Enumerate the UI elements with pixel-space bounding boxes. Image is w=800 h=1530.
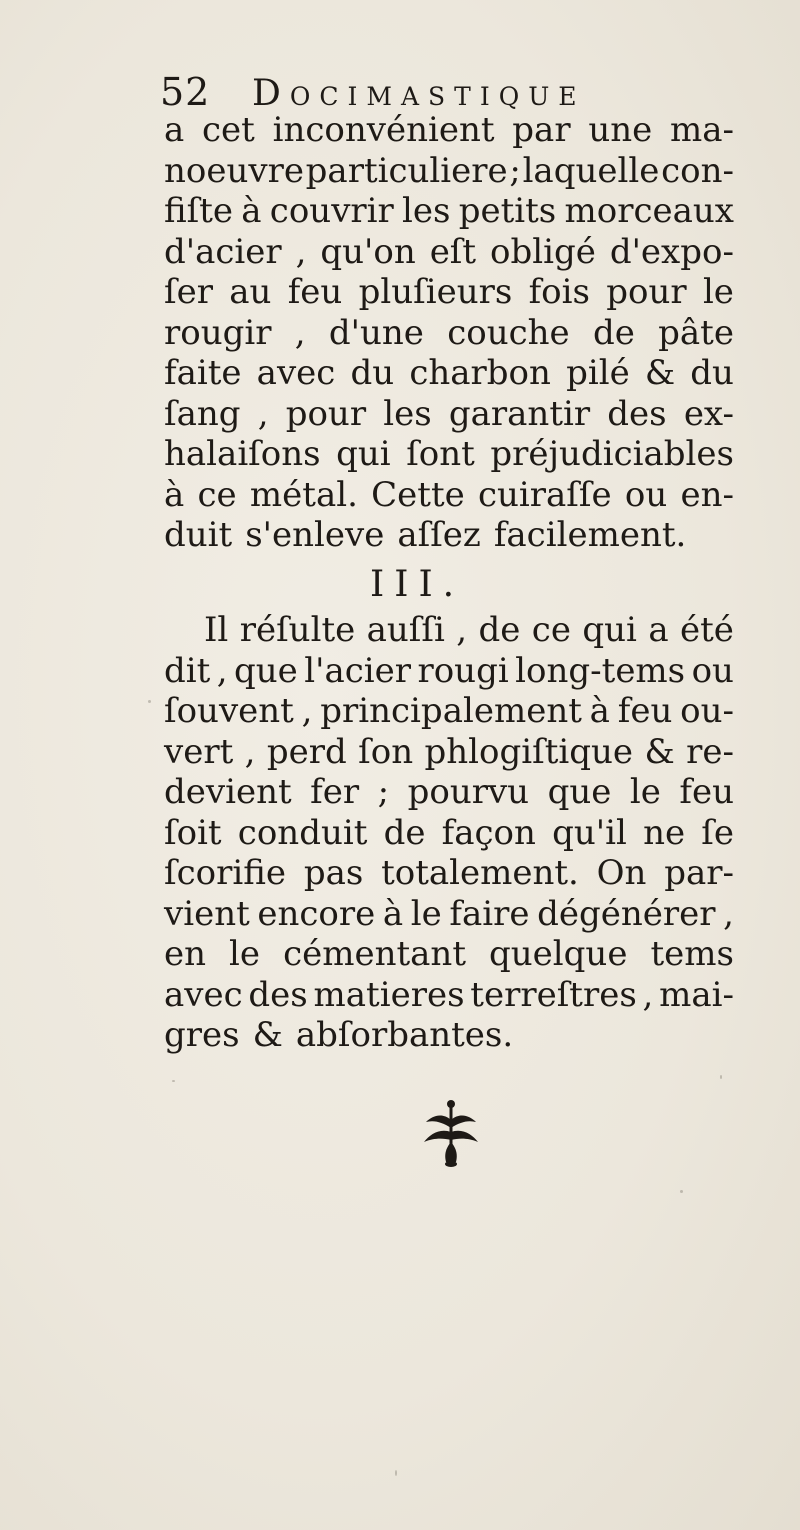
word: en- [680,474,734,515]
word: feu [287,272,343,312]
word: couvrir [269,191,394,231]
word: en [164,934,207,974]
word: des [248,974,308,1015]
word: tems [650,934,734,974]
word: à [164,474,185,515]
paper-speck [148,700,151,703]
word: avec [164,974,243,1015]
word: devient [164,772,292,812]
word: qui [336,434,391,474]
word: dit [164,650,211,691]
word: à [241,191,262,231]
word: s'enleve [245,515,385,555]
word: feu [679,772,734,812]
word: préjudiciables [490,434,734,474]
word: ſcorifie [164,853,287,893]
word: petits [458,191,557,231]
word: ſe [701,812,734,853]
word: pâte [658,312,734,353]
word: ex- [683,393,734,434]
paper-speck [720,1075,722,1079]
text-line [164,232,734,273]
text-line [164,691,734,732]
word: rougir [164,312,272,353]
word: ne [643,812,686,853]
word: terreſtres [470,974,637,1015]
word: métal. [249,474,358,515]
word: vient [164,893,250,934]
text-line [164,353,734,394]
word: charbon [409,353,551,393]
text-line [164,1015,734,1056]
word: de [478,610,521,650]
text-line [164,651,734,692]
word: ſer [164,272,213,312]
word: On [596,853,647,893]
word: le [629,772,661,812]
word: pas [303,853,364,893]
word: ce [197,474,237,515]
word: des [607,393,667,434]
word: d'acier [164,231,282,272]
word: a [164,110,185,150]
paragraph-2 [164,610,734,1056]
word: par- [664,853,734,893]
text-line [164,894,734,935]
word: le [702,272,734,312]
word: & [644,353,676,393]
word: que [234,650,298,691]
word: par [512,110,571,150]
text-line [164,610,734,651]
text-line [164,515,734,556]
section-number: III. [370,564,465,605]
word: feu [617,691,673,731]
text-line [164,272,734,313]
word: , [295,231,307,272]
word: ma- [669,110,734,150]
word: facilement. [493,515,687,555]
word: qu'on [320,231,416,272]
text-line [164,110,734,151]
word: , [294,312,306,353]
word: vert [164,731,234,772]
word: , [723,893,734,934]
word: mai- [659,974,734,1015]
word: fois [528,272,590,312]
word: du [690,353,734,393]
word: à [382,893,404,934]
word: façon [441,812,536,853]
text-line [164,313,734,354]
word: principalement [320,691,582,731]
word: garantir [448,393,591,434]
word: laquelle [522,150,660,191]
word: halaiſons [164,434,321,474]
word: ou [624,474,668,515]
word: que [547,772,612,812]
word: particuliere [305,150,508,191]
word: de [383,812,426,853]
word: cet [202,110,255,150]
text-line [164,475,734,516]
word: ſont [406,434,475,474]
paper-speck [680,1190,683,1193]
word: de [592,312,635,353]
word: qui [582,610,637,650]
word: & [252,1015,283,1055]
word: noeuvre [164,150,304,191]
word: avec [256,353,336,393]
word: , [301,691,313,731]
word: les [383,393,432,434]
word: , [216,650,228,691]
word: réſulte [239,610,356,650]
word: ſang [164,393,241,434]
word: eſt [429,231,477,272]
word: pour [285,393,367,434]
word: Il [204,610,229,650]
word: ; [377,772,390,812]
word: cuiraſſe [477,474,612,515]
word: aſſez [397,515,481,555]
word: morceaux [564,191,734,231]
word: le [229,934,261,974]
text-line [164,975,734,1016]
word: cémentant [283,934,466,974]
word: pourvu [407,772,530,812]
word: faire [449,893,530,934]
word: au [229,272,272,312]
word: été [680,610,734,650]
word: faite [164,353,242,393]
word: fer [310,772,360,812]
paragraph-1 [164,110,734,556]
word: a [648,610,669,650]
word: une [588,110,653,150]
word: d'une [328,312,424,353]
text-line [164,151,734,192]
word: fiſte [164,191,234,231]
word: con- [661,150,734,191]
word: ou [691,650,734,691]
word: ; [509,150,521,191]
word: , [456,610,468,650]
word: abſorbantes. [295,1015,514,1055]
word: duit [164,515,233,555]
word: inconvénient [272,110,495,150]
word: conduit [237,812,368,853]
word: pluſieurs [358,272,513,312]
word: & [644,731,675,772]
running-title: Docimastique [252,73,586,114]
word: rougi [417,650,509,691]
text-line [164,853,734,894]
word: d'expo- [609,231,734,272]
text-line [164,934,734,975]
word: encore [257,893,376,934]
word: re- [686,731,734,772]
text-line [164,732,734,773]
word: qu'il [552,812,627,853]
word: , [257,393,269,434]
word: totalement. [381,853,579,893]
text-line [164,813,734,854]
word: Cette [371,474,465,515]
word: long-tems [515,650,686,691]
word: quelque [489,934,628,974]
word: ſon [358,731,414,772]
page-number: 52 [160,70,211,114]
word: pour [606,272,687,312]
word: du [350,353,395,393]
word: gres [164,1015,240,1055]
word: ſoit [164,812,222,853]
word: perd [266,731,347,772]
word: dégénérer [537,893,716,934]
word: les [402,191,451,231]
text-line [164,394,734,435]
fleuron-icon [418,1098,484,1168]
word: le [410,893,442,934]
word: pilé [566,353,630,393]
word: obligé [490,231,596,272]
word: , [244,731,256,772]
word: auſſi [366,610,445,650]
text-line [164,772,734,813]
paper-speck [395,1470,397,1476]
word: ce [531,610,571,650]
word: l'acier [304,650,412,691]
paper-speck [172,1080,175,1082]
word: , [642,974,654,1015]
word: ſouvent [164,691,294,731]
word: ou- [680,691,734,731]
word: couche [447,312,570,353]
running-head [160,72,640,112]
word: phlogiſtique [424,731,634,772]
text-line [164,191,734,232]
word: matieres [313,974,465,1015]
word: à [589,691,610,731]
text-line [164,434,734,475]
